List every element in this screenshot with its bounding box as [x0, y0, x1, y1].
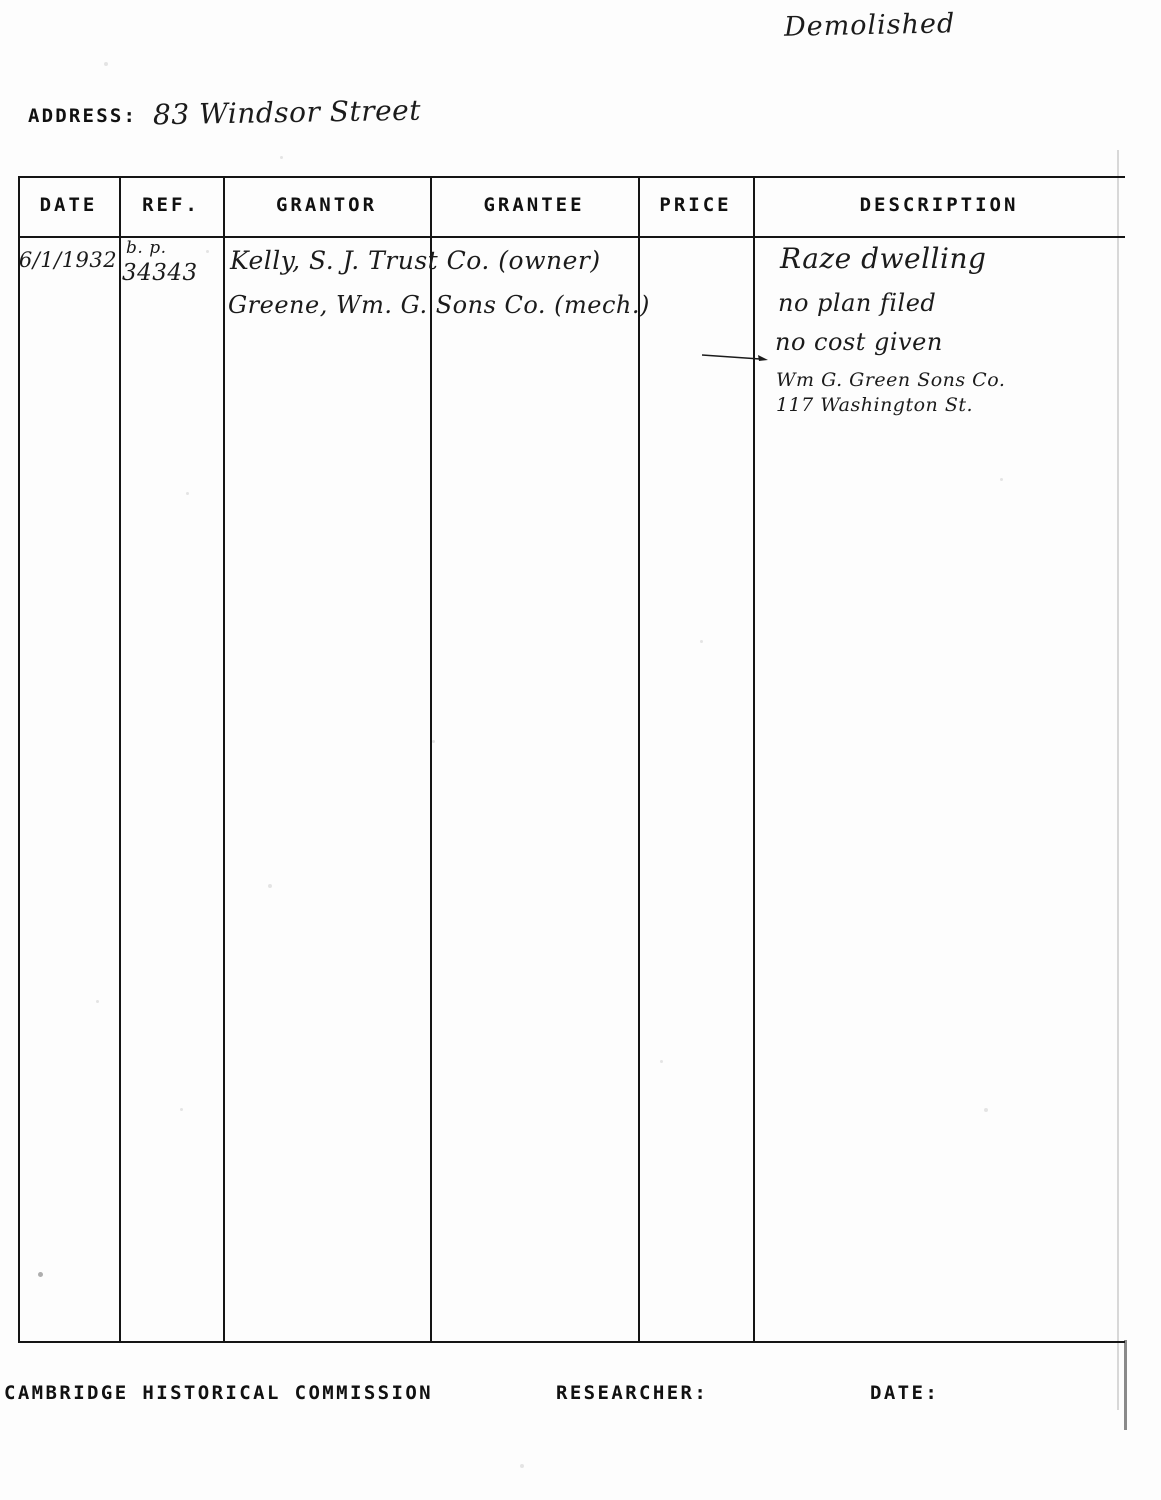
table-row-date: 6/1/1932: [18, 248, 118, 272]
table-row-grantor-line1: Kelly, S. J. Trust Co. (owner): [230, 246, 601, 275]
table-header-divider: [18, 236, 1125, 238]
column-header-grantee: GRANTEE: [483, 194, 585, 216]
table-row-description-line3: no cost given: [775, 328, 943, 356]
column-header-price: PRICE: [659, 194, 732, 216]
table-row-grantor-line2: Greene, Wm. G. Sons Co. (mech.): [228, 291, 650, 319]
table-row-description-line5: 117 Washington St.: [776, 394, 974, 416]
address-row: [28, 93, 422, 132]
table-row-description-line2: no plan filed: [778, 289, 937, 317]
address-label: ADDRESS:: [28, 105, 138, 127]
footer-organization: CAMBRIDGE HISTORICAL COMMISSION: [4, 1382, 434, 1404]
pointer-arrow-icon: [702, 352, 768, 362]
speck: [520, 1464, 524, 1468]
speck: [104, 62, 108, 66]
address-value: 83 Windsor Street: [152, 93, 422, 132]
table-row-description-line4: Wm G. Green Sons Co.: [776, 369, 1006, 391]
table-bottom-border: [18, 1341, 1125, 1343]
column-header-ref: REF.: [142, 194, 200, 216]
footer-researcher-label: RESEARCHER:: [556, 1382, 709, 1404]
table-left-border: [18, 176, 20, 1343]
scan-edge-artifact-bottom: [1124, 1340, 1127, 1430]
demolished-annotation: Demolished: [783, 8, 956, 43]
col-divider-date-ref: [119, 176, 121, 1343]
table-row-description-line1: Raze dwelling: [780, 242, 987, 275]
column-header-description: DESCRIPTION: [859, 194, 1019, 216]
table-row-ref-line1: b. p.: [126, 238, 167, 258]
col-divider-grantee-price: [638, 176, 640, 1343]
footer-date-label: DATE:: [870, 1382, 940, 1404]
ledger-table: [18, 176, 1125, 1343]
col-divider-ref-grantor: [223, 176, 225, 1343]
table-row-ref-line2: 34343: [122, 260, 198, 286]
column-header-grantor: GRANTOR: [275, 194, 378, 216]
table-top-border: [18, 176, 1125, 178]
speck: [280, 156, 283, 159]
col-divider-grantor-grantee: [430, 176, 432, 1343]
column-header-date: DATE: [39, 194, 98, 216]
